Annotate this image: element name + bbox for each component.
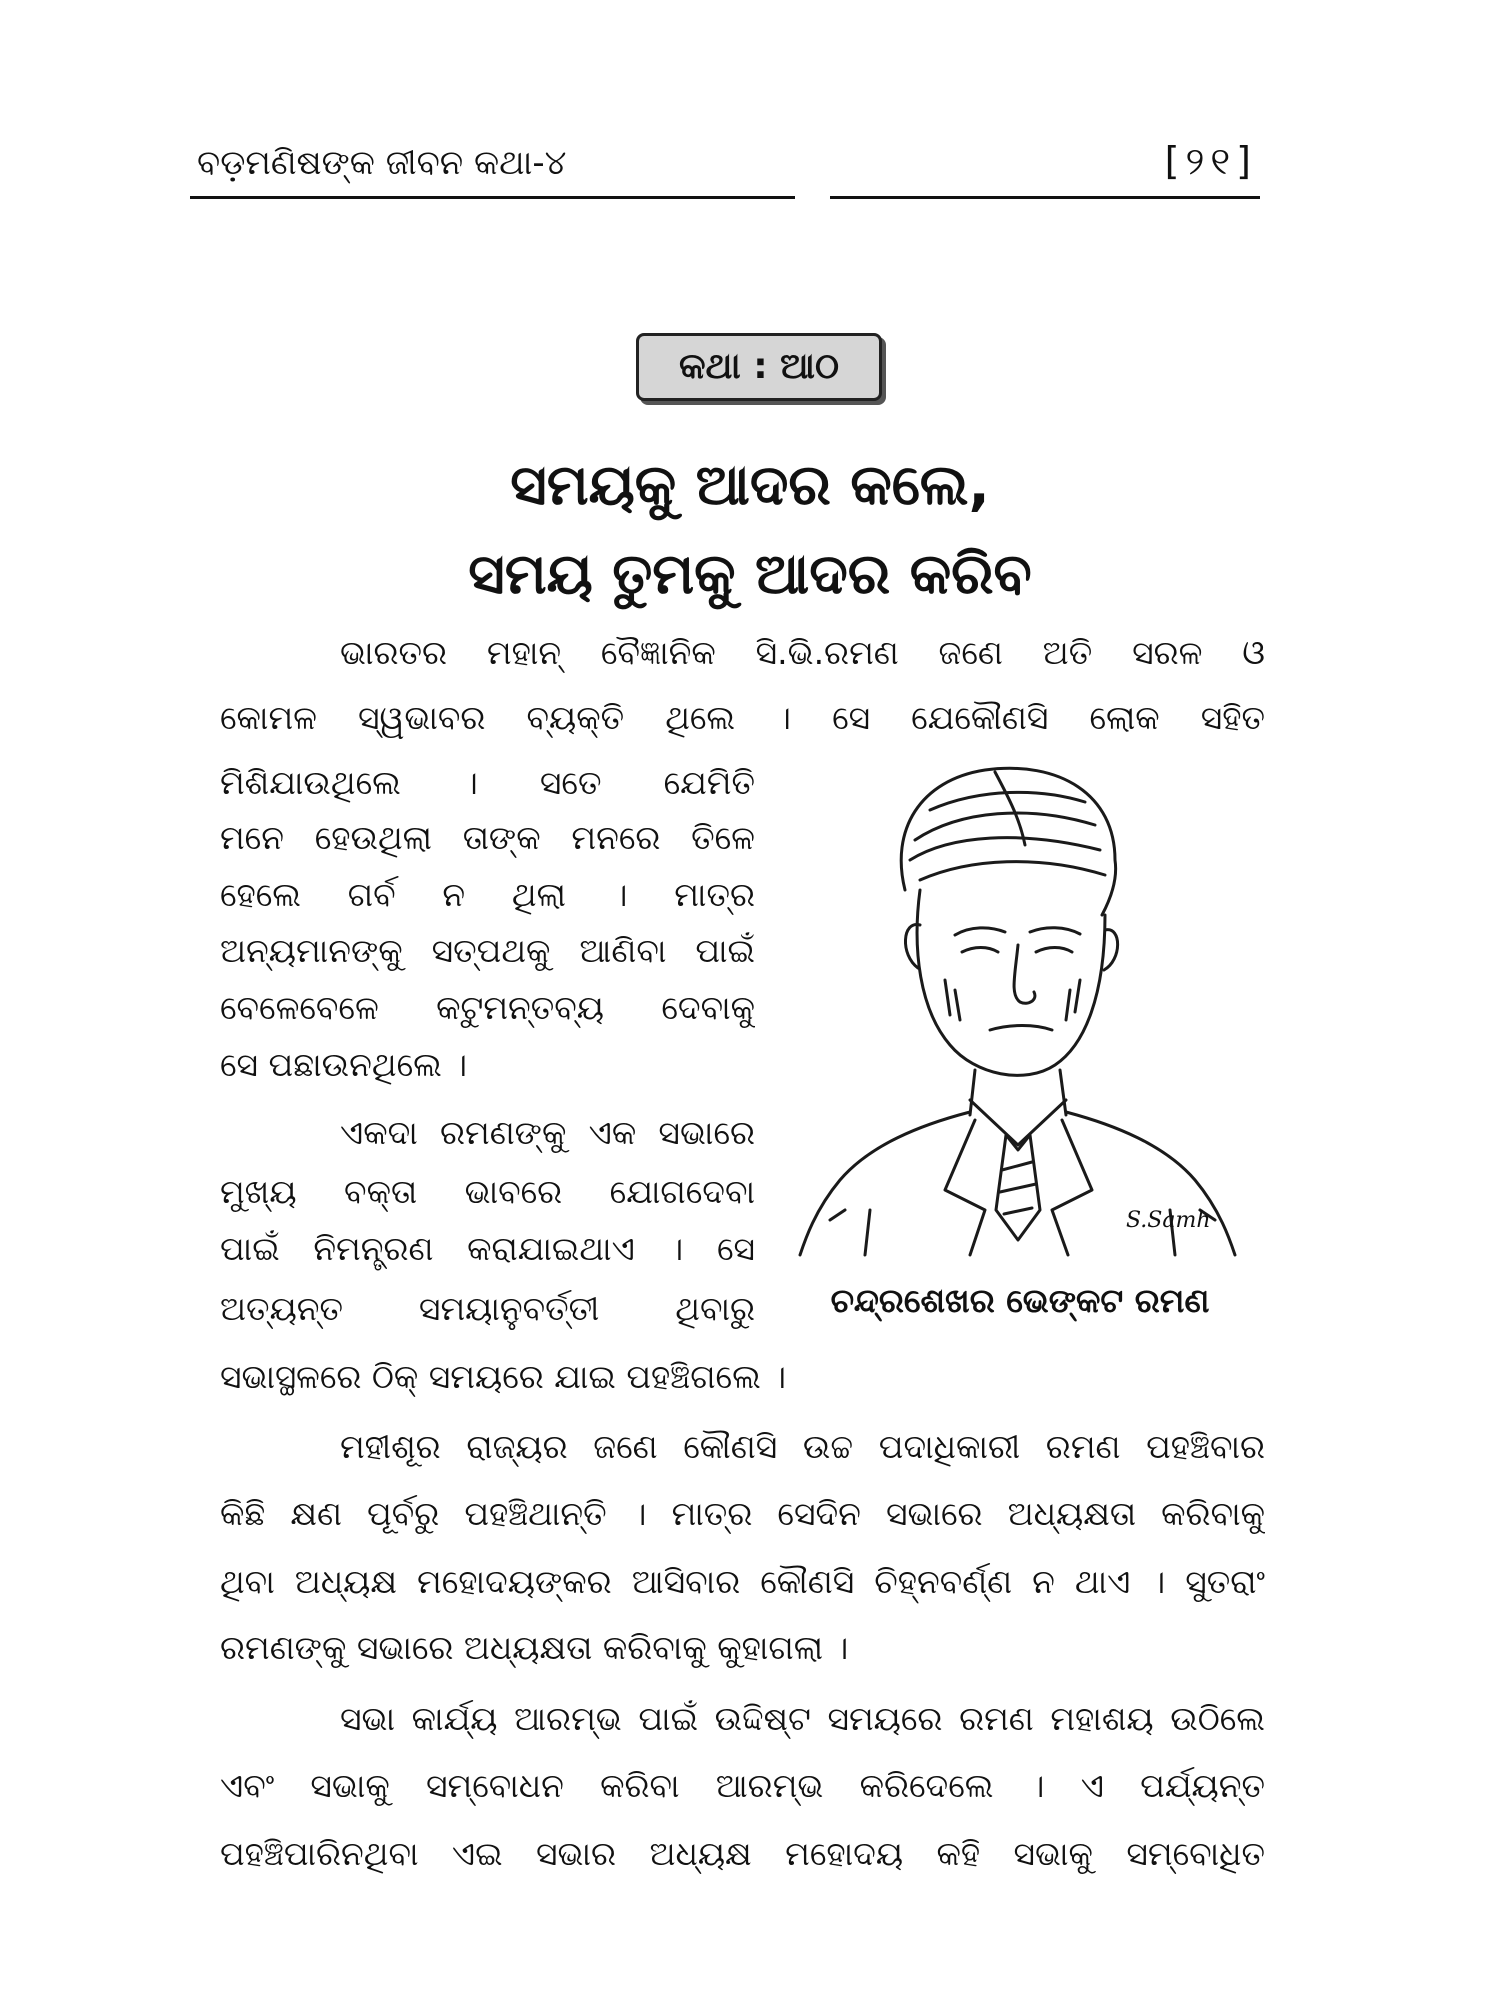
body-line: ଥିବା ଅଧ୍ୟକ୍ଷ ମହୋଦୟଙ୍କର ଆସିବାର କୌଣସି ଚିହ୍ନବର୍ଣ୍ଣ ନ ଥାଏ । ସୁତରାଂ (220, 1562, 1265, 1601)
portrait-illustration (770, 740, 1265, 1260)
chapter-title-line-2: ସମୟ ତୁମକୁ ଆଦର କରିବ (468, 542, 1032, 607)
body-line: କିଛି କ୍ଷଣ ପୂର୍ବରୁ ପହଞ୍ଚିଥାନ୍ତି । ମାତ୍ର ସେଦିନ ସଭାରେ ଅଧ୍ୟକ୍ଷତା କରିବାକୁ (220, 1494, 1265, 1533)
body-line: ପହଞ୍ଚିପାରିନଥିବା ଏଇ ସଭାର ଅଧ୍ୟକ୍ଷ ମହୋଦୟ କହି ସଭାକୁ ସମ୍ବୋଧିତ (220, 1834, 1265, 1873)
body-line: ସେ ପଛାଉନଥିଲେ । (220, 1045, 468, 1084)
body-line: ପାଇଁ ନିମନ୍ତ୍ରଣ କରାଯାଇଥାଏ । ସେ (220, 1229, 755, 1268)
body-line: ଭାରତର ମହାନ୍ ବୈଜ୍ଞାନିକ ସି.ଭି.ରମଣ ଜଣେ ଅତି ସରଳ ଓ (340, 633, 1265, 672)
body-line: ଅନ୍ୟମାନଙ୍କୁ ସତ୍‌ପଥକୁ ଆଣିବା ପାଇଁ (220, 931, 755, 970)
header-rule-left (190, 196, 795, 199)
page-number: [୨୧] (1164, 139, 1257, 183)
chapter-title-line-1: ସମୟକୁ ଆଦର କଲେ, (510, 453, 990, 518)
body-line: ମନେ ହେଉଥିଲା ତାଙ୍କ ମନରେ ତିଳେ (220, 818, 755, 857)
header-rule-right (830, 196, 1260, 199)
portrait-caption: ଚନ୍ଦ୍ରଶେଖର ଭେଙ୍କଟ ରମଣ (830, 1281, 1210, 1320)
body-line: ସଭା କାର୍ଯ୍ୟ ଆରମ୍ଭ ପାଇଁ ଉଦ୍ଦିଷ୍ଟ ସମୟରେ ରମଣ ମହାଶୟ ଉଠିଲେ (340, 1699, 1265, 1738)
body-line: ଏବଂ ସଭାକୁ ସମ୍ବୋଧନ କରିବା ଆରମ୍ଭ କରିଦେଲେ । ଏ ପର୍ଯ୍ୟନ୍ତ (220, 1766, 1265, 1805)
artist-signature: S.Samh (1126, 1208, 1211, 1233)
body-line: ମିଶିଯାଉଥିଲେ । ସତେ ଯେମିତି (220, 763, 755, 802)
body-line: ବେଳେବେଳେ କଟୁମନ୍ତବ୍ୟ ଦେବାକୁ (220, 988, 755, 1027)
body-line: ହେଲେ ଗର୍ବ ନ ଥିଲା । ମାତ୍ର (220, 875, 755, 914)
body-line: ସଭାସ୍ଥଳରେ ଠିକ୍ ସମୟରେ ଯାଇ ପହଞ୍ଚିଗଲେ । (220, 1357, 787, 1396)
body-line: କୋମଳ ସ୍ୱଭାବର ବ୍ୟକ୍ତି ଥିଲେ । ସେ ଯେକୌଣସି ଲୋକ ସହିତ (220, 698, 1265, 737)
chapter-label: କଥା : ଆଠ (636, 333, 882, 401)
running-title: ବଡ଼ମଣିଷଙ୍କ ଜୀବନ କଥା-୪ (197, 143, 567, 183)
body-line: ମୁଖ୍ୟ ବକ୍ତା ଭାବରେ ଯୋଗଦେବା (220, 1172, 755, 1211)
body-line: ଅତ୍ୟନ୍ତ ସମୟାନୁବର୍ତ୍ତୀ ଥିବାରୁ (220, 1289, 755, 1328)
body-line: ଏକଦା ରମଣଙ୍କୁ ଏକ ସଭାରେ (340, 1113, 755, 1152)
body-line: ରମଣଙ୍କୁ ସଭାରେ ଅଧ୍ୟକ୍ଷତା କରିବାକୁ କୁହାଗଲା । (220, 1628, 849, 1667)
body-line: ମହୀଶୂର ରାଜ୍ୟର ଜଣେ କୌଣସି ଉଚ୍ଚ ପଦାଧିକାରୀ ରମଣ ପହଞ୍ଚିବାର (340, 1427, 1265, 1466)
